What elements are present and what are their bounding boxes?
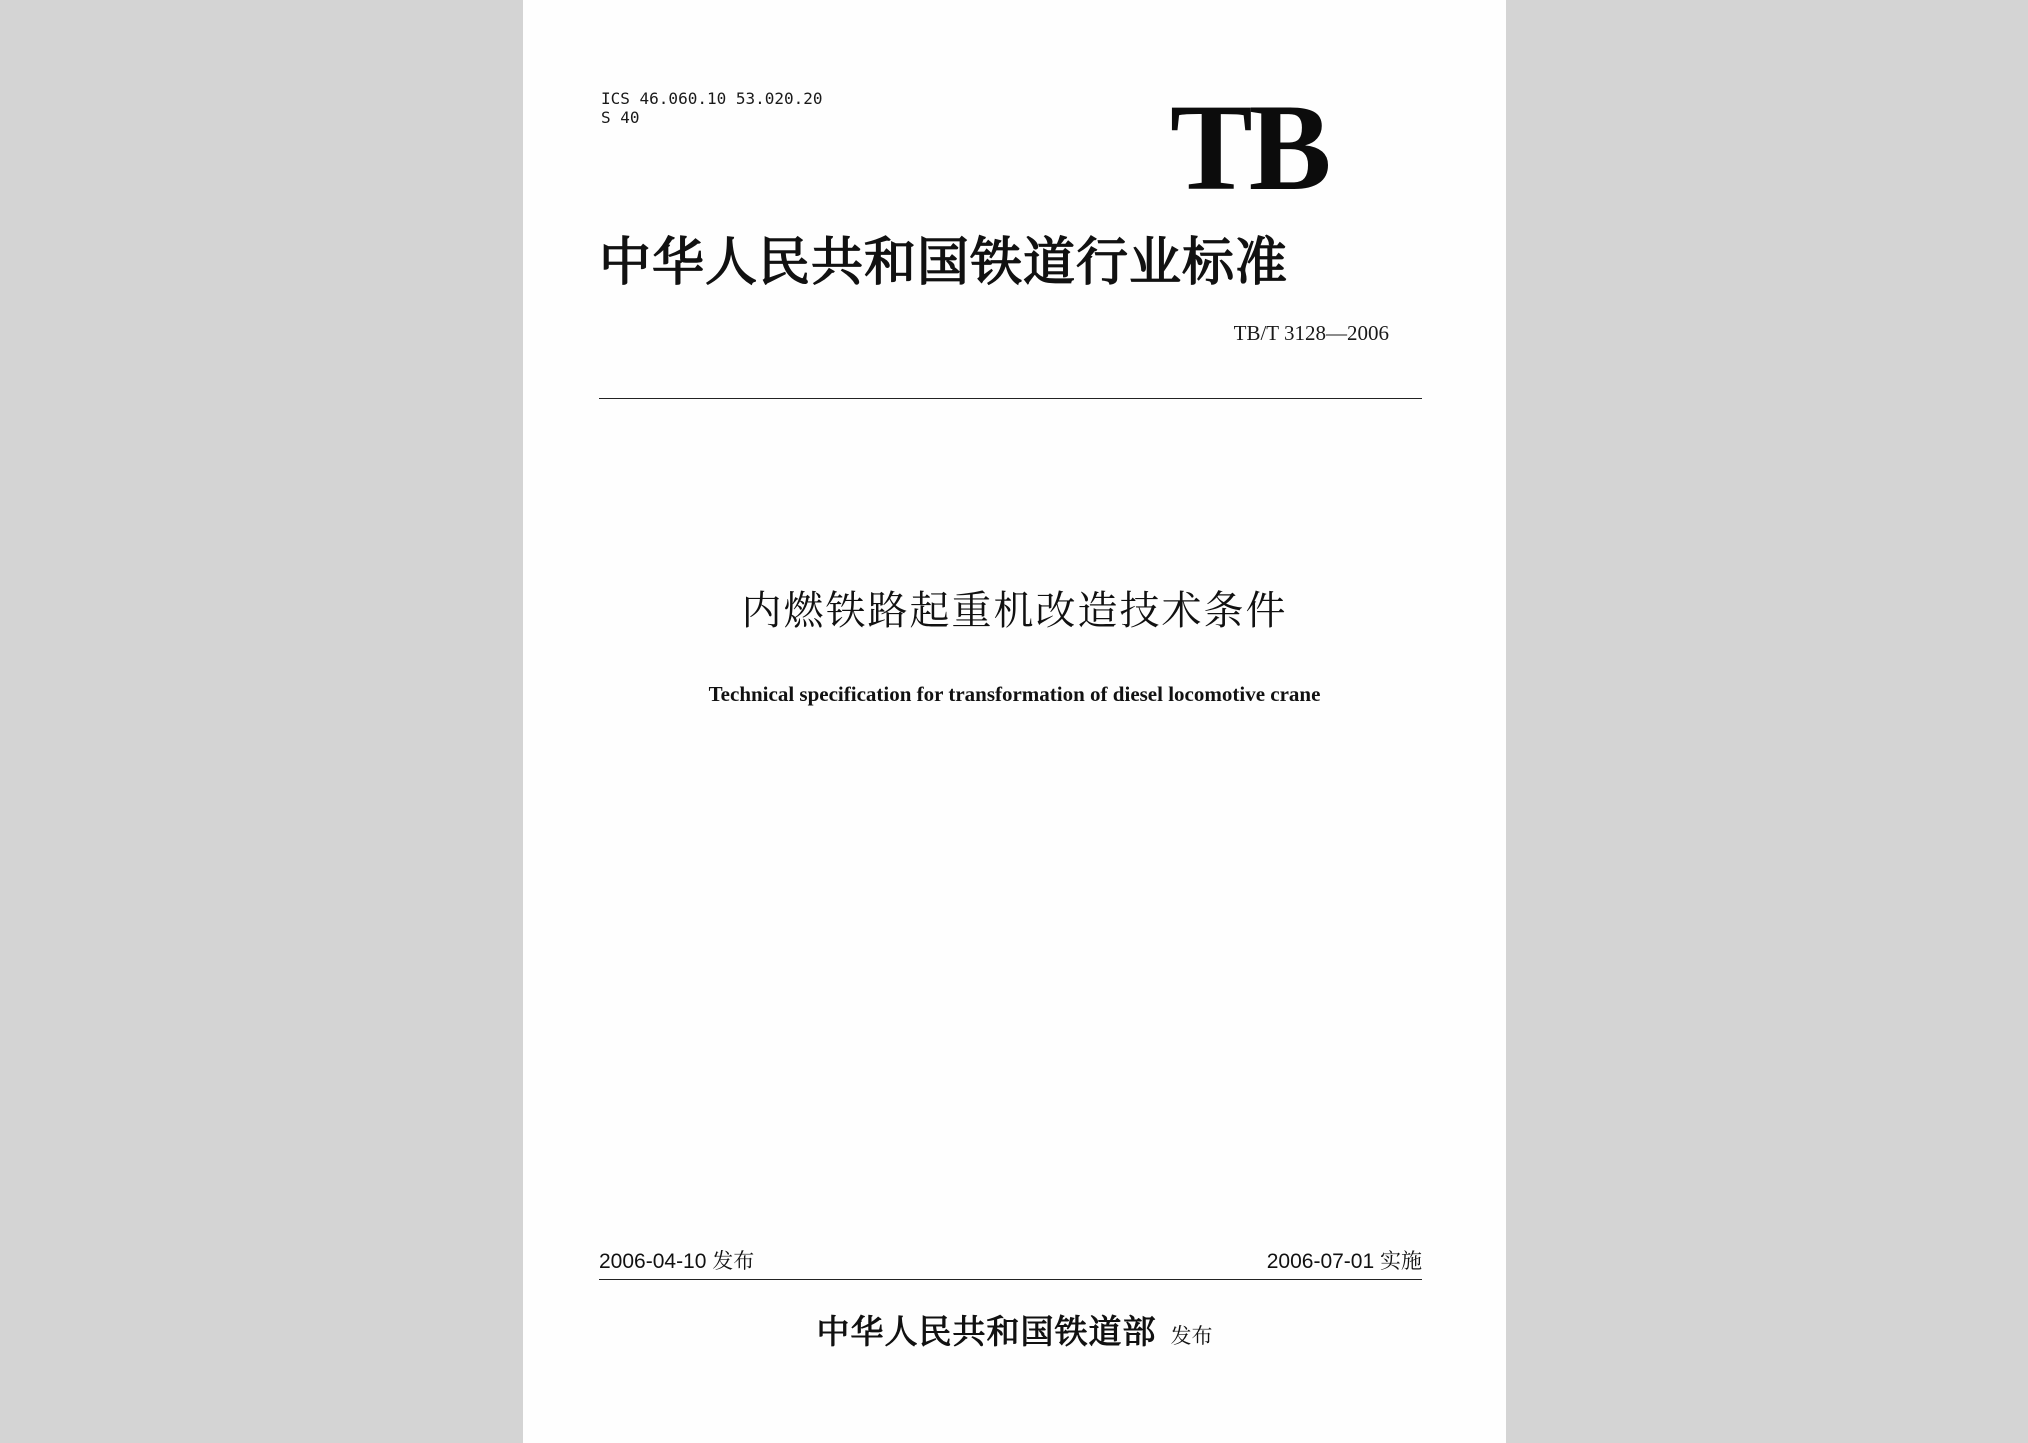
document-cover-page [523,0,1506,1443]
standard-category-title: 中华人民共和国铁道行业标准 [599,232,1289,293]
classification-codes [601,89,823,127]
effective-date: 2006-07-01 实施 [1266,1250,1422,1273]
document-subtitle-english: Technical specification for transformation of diesel locomotive crane [708,682,1321,706]
issue-date: 2006-04-10 发布 [599,1250,755,1273]
standard-number: TB/T 3128—2006 [1233,321,1389,345]
footer-divider [599,1279,1422,1280]
ccs-code: S 40 [601,108,640,127]
publisher-suffix: 发布 [1170,1324,1213,1348]
publisher [523,1310,1506,1354]
tb-logo: TB [1170,79,1328,216]
ics-code: ICS 46.060.10 53.020.20 [601,89,823,108]
header-divider [599,398,1422,399]
publisher-name: 中华人民共和国铁道部 [816,1312,1157,1351]
document-title: 内燃铁路起重机改造技术条件 [741,588,1288,634]
